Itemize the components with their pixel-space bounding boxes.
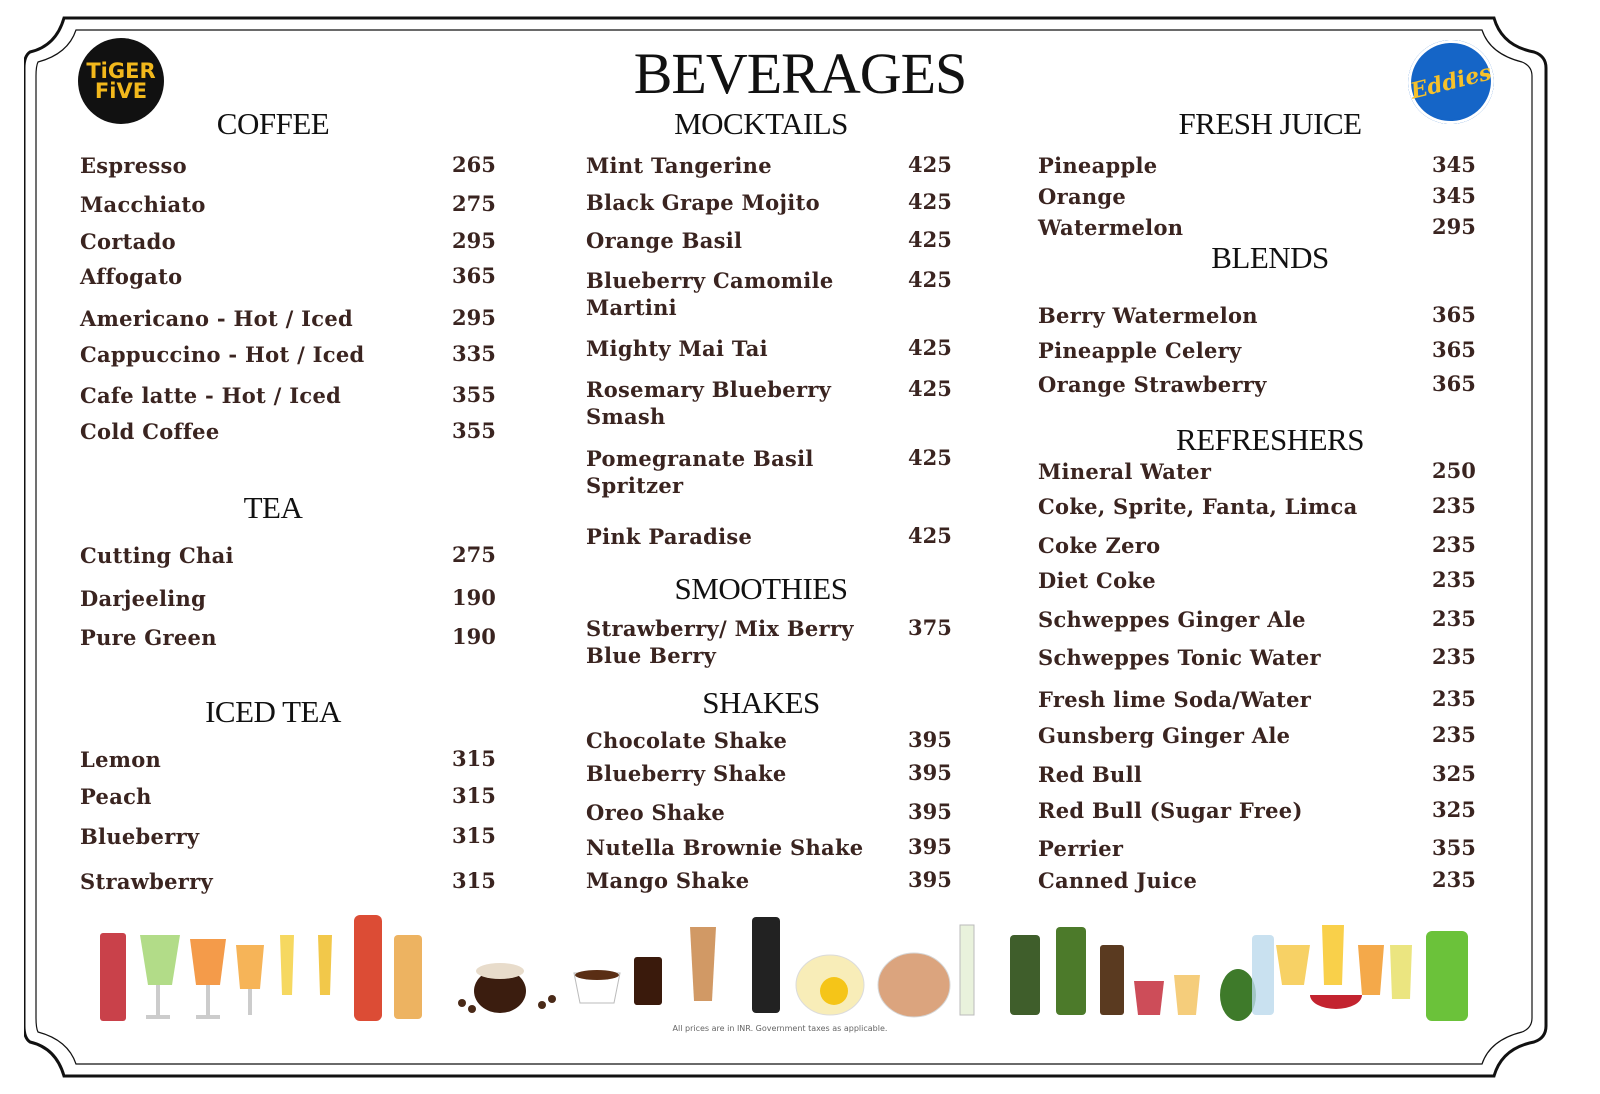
menu-item-name bbox=[1038, 606, 1306, 633]
menu-item-name bbox=[80, 783, 152, 810]
menu-item-price: 295 bbox=[1432, 214, 1476, 239]
menu-item-name bbox=[80, 746, 161, 773]
menu-item-price: 425 bbox=[908, 189, 952, 214]
mocktails-heading: MOCKTAILS bbox=[674, 106, 848, 141]
menu-item-name bbox=[1038, 337, 1242, 364]
iced-tea-heading: ICED TEA bbox=[205, 694, 341, 729]
menu-item-price: 235 bbox=[1432, 606, 1476, 631]
menu-item-name-line: Coke Zero bbox=[1038, 533, 1161, 558]
menu-item-price: 275 bbox=[452, 191, 496, 216]
menu-item-name-line: Schweppes Tonic Water bbox=[1038, 645, 1321, 670]
price-footnote: All prices are in INR. Government taxes as applicable. bbox=[672, 1024, 888, 1033]
menu-item-name-line: Oreo Shake bbox=[586, 800, 725, 825]
menu-item-price: 235 bbox=[1432, 867, 1476, 892]
menu-item-price: 315 bbox=[452, 823, 496, 848]
menu-item-name bbox=[1038, 371, 1267, 398]
menu-item-name-line: Pink Paradise bbox=[586, 524, 753, 549]
menu-item-price: 395 bbox=[908, 799, 952, 824]
menu-item-price: 235 bbox=[1432, 722, 1476, 747]
menu-item-name bbox=[586, 335, 768, 362]
menu-item-name-line: Mineral Water bbox=[1038, 459, 1212, 484]
menu-item-name-line: Affogato bbox=[80, 264, 183, 289]
menu-item-price: 325 bbox=[1432, 797, 1476, 822]
menu-item-name-line: Pineapple bbox=[1038, 153, 1158, 178]
menu-item-name-line: Macchiato bbox=[80, 192, 206, 217]
menu-item-name bbox=[1038, 532, 1160, 559]
menu-item-name bbox=[586, 615, 854, 669]
menu-item-name bbox=[586, 227, 742, 254]
menu-item-name-line: Orange bbox=[1038, 184, 1127, 209]
menu-item-name bbox=[80, 868, 213, 895]
menu-item-name bbox=[1038, 835, 1123, 862]
menu-item-name bbox=[586, 834, 863, 861]
menu-item-name-line: Orange Strawberry bbox=[1038, 372, 1267, 397]
menu-item-name-line: Red Bull (Sugar Free) bbox=[1038, 798, 1303, 823]
menu-item-name bbox=[1038, 797, 1303, 824]
menu-item-name-line: Fresh lime Soda/Water bbox=[1038, 687, 1312, 712]
menu-item-name-line: Canned Juice bbox=[1038, 868, 1198, 893]
menu-item-name bbox=[80, 624, 217, 651]
menu-item-name-line: Americano - Hot / Iced bbox=[80, 306, 354, 331]
fresh-juice-heading: FRESH JUICE bbox=[1178, 106, 1362, 141]
menu-item-name-line: Pure Green bbox=[80, 625, 217, 650]
menu-item-name bbox=[1038, 458, 1211, 485]
menu-item-name bbox=[586, 760, 787, 787]
menu-item-name-line: Blueberry Camomile bbox=[586, 268, 834, 293]
menu-item-name bbox=[1038, 183, 1126, 210]
menu-item-price: 355 bbox=[452, 382, 496, 407]
menu-item-price: 375 bbox=[908, 615, 952, 640]
menu-item-price: 365 bbox=[1432, 302, 1476, 327]
menu-item-name-line: Mint Tangerine bbox=[586, 153, 772, 178]
menu-item-name-line: Lemon bbox=[80, 747, 162, 772]
menu-item-price: 355 bbox=[1432, 835, 1476, 860]
menu-item-price: 315 bbox=[452, 868, 496, 893]
menu-item-name bbox=[80, 542, 234, 569]
menu-item-name-line: Cold Coffee bbox=[80, 419, 220, 444]
menu-item-name bbox=[80, 823, 199, 850]
menu-item-name-line: Cappuccino - Hot / Iced bbox=[80, 342, 365, 367]
menu-item-name bbox=[1038, 302, 1258, 329]
menu-item-name bbox=[80, 152, 187, 179]
menu-item-name-line: Mango Shake bbox=[586, 868, 750, 893]
menu-item-price: 355 bbox=[452, 418, 496, 443]
menu-item-name-line: Blueberry Shake bbox=[586, 761, 787, 786]
menu-item-name-line: Martini bbox=[586, 295, 677, 320]
menu-item-price: 425 bbox=[908, 152, 952, 177]
menu-item-name-line: Schweppes Ginger Ale bbox=[1038, 607, 1306, 632]
menu-item-price: 335 bbox=[452, 341, 496, 366]
menu-item-name bbox=[1038, 722, 1290, 749]
coffee-heading: COFFEE bbox=[216, 106, 330, 141]
menu-item-name bbox=[586, 445, 814, 499]
menu-item-name-line: Pineapple Celery bbox=[1038, 338, 1242, 363]
menu-item-price: 425 bbox=[908, 445, 952, 470]
menu-item-price: 425 bbox=[908, 227, 952, 252]
drinks-illustration bbox=[90, 905, 1480, 1027]
menu-item-name bbox=[80, 341, 365, 368]
menu-item-price: 365 bbox=[1432, 371, 1476, 396]
menu-item-name-line: Spritzer bbox=[586, 473, 684, 498]
tea-juice-icon bbox=[796, 925, 1200, 1017]
menu-item-name bbox=[80, 418, 220, 445]
menu-item-name bbox=[1038, 214, 1183, 241]
menu-item-name bbox=[80, 382, 341, 409]
menu-item-name bbox=[586, 152, 772, 179]
menu-item-name bbox=[80, 191, 206, 218]
eddies-logo: Eddies bbox=[1399, 31, 1503, 133]
menu-item-price: 395 bbox=[908, 727, 952, 752]
menu-item-name-line: Nutella Brownie Shake bbox=[586, 835, 864, 860]
menu-item-name bbox=[80, 263, 182, 290]
refreshers-heading: REFRESHERS bbox=[1176, 422, 1364, 457]
menu-item-price: 425 bbox=[908, 376, 952, 401]
menu-item-name-line: Pomegranate Basil bbox=[586, 446, 814, 471]
menu-item-name bbox=[586, 867, 749, 894]
menu-item-name-line: Cutting Chai bbox=[80, 543, 234, 568]
tea-heading: TEA bbox=[243, 490, 303, 525]
menu-item-price: 395 bbox=[908, 867, 952, 892]
menu-item-name bbox=[1038, 152, 1157, 179]
menu-item-price: 250 bbox=[1432, 458, 1476, 483]
menu-item-price: 235 bbox=[1432, 532, 1476, 557]
menu-item-price: 315 bbox=[452, 746, 496, 771]
menu-item-price: 275 bbox=[452, 542, 496, 567]
menu-item-price: 265 bbox=[452, 152, 496, 177]
menu-item-name-line: Mighty Mai Tai bbox=[586, 336, 768, 361]
menu-item-name-line: Darjeeling bbox=[80, 586, 207, 611]
menu-item-price: 395 bbox=[908, 760, 952, 785]
menu-item-price: 395 bbox=[908, 834, 952, 859]
menu-item-name bbox=[586, 727, 787, 754]
menu-item-name-line: Watermelon bbox=[1038, 215, 1184, 240]
blends-heading: BLENDS bbox=[1211, 240, 1329, 275]
menu-item-name bbox=[586, 523, 752, 550]
menu-item-name-line: Blueberry bbox=[80, 824, 200, 849]
menu-item-name-line: Peach bbox=[80, 784, 152, 809]
menu-item-price: 235 bbox=[1432, 567, 1476, 592]
menu-item-price: 345 bbox=[1432, 152, 1476, 177]
menu-item-price: 365 bbox=[452, 263, 496, 288]
menu-item-price: 425 bbox=[908, 523, 952, 548]
smoothies-heading: SMOOTHIES bbox=[674, 571, 848, 606]
menu-item-name bbox=[586, 189, 820, 216]
menu-item-price: 235 bbox=[1432, 644, 1476, 669]
menu-item-price: 295 bbox=[452, 305, 496, 330]
menu-item-price: 295 bbox=[452, 228, 496, 253]
menu-item-name-line: Coke, Sprite, Fanta, Limca bbox=[1038, 494, 1358, 519]
shakes-heading: SHAKES bbox=[702, 685, 820, 720]
menu-item-name-line: Cortado bbox=[80, 229, 176, 254]
menu-item-name bbox=[1038, 867, 1197, 894]
menu-item-price: 325 bbox=[1432, 761, 1476, 786]
menu-item-price: 235 bbox=[1432, 686, 1476, 711]
menu-item-name-line: Perrier bbox=[1038, 836, 1124, 861]
menu-item-name bbox=[1038, 567, 1156, 594]
menu-item-name bbox=[1038, 493, 1358, 520]
menu-item-price: 190 bbox=[452, 624, 496, 649]
menu-item-name-line: Diet Coke bbox=[1038, 568, 1156, 593]
menu-item-name-line: Black Grape Mojito bbox=[586, 190, 820, 215]
menu-item-price: 190 bbox=[452, 585, 496, 610]
menu-item-name-line: Gunsberg Ginger Ale bbox=[1038, 723, 1291, 748]
menu-item-price: 365 bbox=[1432, 337, 1476, 362]
menu-item-name bbox=[1038, 761, 1142, 788]
menu-item-name bbox=[586, 799, 725, 826]
menu-item-price: 425 bbox=[908, 335, 952, 360]
menu-item-name-line: Rosemary Blueberry bbox=[586, 377, 832, 402]
page-title: BEVERAGES bbox=[633, 41, 967, 106]
menu-item-price: 425 bbox=[908, 267, 952, 292]
menu-item-price: 315 bbox=[452, 783, 496, 808]
menu-item-name bbox=[80, 305, 353, 332]
menu-item-name bbox=[1038, 686, 1311, 713]
menu-item-name-line: Blue Berry bbox=[586, 643, 717, 668]
fruit-drinks-icon bbox=[1220, 925, 1468, 1021]
menu-item-name-line: Espresso bbox=[80, 153, 187, 178]
menu-item-name-line: Chocolate Shake bbox=[586, 728, 788, 753]
menu-item-name bbox=[586, 376, 831, 430]
tiger-five-logo: TiGER FiVE bbox=[78, 38, 164, 124]
menu-item-name-line: Orange Basil bbox=[586, 228, 743, 253]
menu-item-name-line: Red Bull bbox=[1038, 762, 1143, 787]
coffee-cups-icon bbox=[458, 917, 780, 1013]
menu-item-name-line: Berry Watermelon bbox=[1038, 303, 1258, 328]
menu-item-name-line: Strawberry/ Mix Berry bbox=[586, 616, 854, 641]
menu-item-name bbox=[80, 585, 206, 612]
menu-item-name bbox=[1038, 644, 1321, 671]
menu-item-name-line: Cafe latte - Hot / Iced bbox=[80, 383, 342, 408]
menu-item-price: 345 bbox=[1432, 183, 1476, 208]
menu-item-name-line: Smash bbox=[586, 404, 666, 429]
menu-item-name-line: Strawberry bbox=[80, 869, 213, 894]
menu-item-name bbox=[586, 267, 834, 321]
cocktail-glasses-icon bbox=[100, 915, 422, 1021]
menu-item-price: 235 bbox=[1432, 493, 1476, 518]
menu-item-name bbox=[80, 228, 176, 255]
